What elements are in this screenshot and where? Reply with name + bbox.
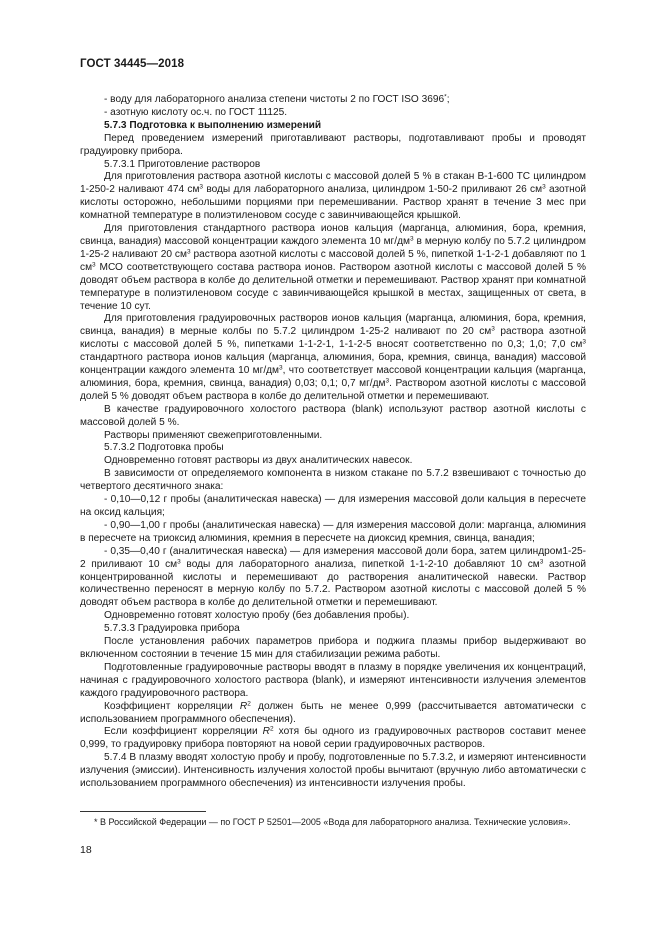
document-body — [80, 94, 586, 791]
subsection-heading: 5.7.3.3 Градуировка прибора — [104, 623, 240, 635]
paragraph: После установления рабочих параметров прибора и поджига плазмы прибор выдерживают во включенном состоянии в течение 15 мин для стабилизации режима работы. — [80, 636, 586, 660]
paragraph: Растворы применяют свежеприготовленными. — [104, 429, 323, 441]
page-number: 18 — [80, 844, 92, 856]
paragraph: Подготовленные градуировочные растворы вводят в плазму в порядке увеличения их концентраций, начиная с градуировочного холостого раствора (blank), и измеряют интенсивности излучения элементов каждого градуировочного раствора. — [80, 661, 586, 699]
list-item: - 0,90—1,00 г пробы (аналитическая навеска) — для измерения массовой доли: марганца, алюминия в пересчете на триоксид алюминия, кремния в пересчете на диоксид кремния, свинца, ванадия; — [80, 519, 586, 544]
paragraph: В зависимости от определяемого компонента в низком стакане по 5.7.2 взвешивают с точностью до четвертого десятичного знака: — [80, 468, 586, 493]
paragraph: Если коэффициент корреляции $R^2$ хотя бы одного из градуировочных растворов составит менее 0,999, то градуировку прибора повторяют на новой серии градуировочных растворов. — [80, 725, 586, 751]
paragraph: Перед проведением измерений приготавливают растворы, подготавливают пробы и проводят градуировку прибора. — [80, 132, 586, 157]
list-item: - азотную кислоту ос.ч. по ГОСТ 11125. — [104, 106, 288, 118]
paragraph: Одновременно готовят растворы из двух аналитических навесок. — [104, 455, 413, 467]
list-item: - 0,35—0,40 г (аналитическая навеска) — для измерения массовой доли бора, затем цилиндром1-25-2 приливают 10 $см^3$ воды для лабораторного анализа, пипеткой 1-1-2-10 добавляют 10 $см^3$ азотной концентрированной кислоты и перемешивают до растворения аналитической навески. Раствор количественно переносят в мерную колбу по 5.7.2. Раствором азотной кислоты с массовой долей 5 % доводят объем раствора в колбе до делительной отметки и перемешивают. — [80, 545, 586, 609]
subsection-heading: 5.7.3.2 Подготовка пробы — [104, 442, 224, 454]
section-heading: 5.7.3 Подготовка к выполнению измерений — [104, 119, 322, 131]
paragraph: Одновременно готовят холостую пробу (без добавления пробы). — [104, 610, 410, 622]
document-header: ГОСТ 34445—2018 — [80, 58, 185, 70]
paragraph: Коэффициент корреляции $R^2$ должен быть не менее 0,999 (рассчитывается автоматически с использованием программного обеспечения). — [80, 700, 586, 725]
paragraph: Для приготовления раствора азотной кислоты с массовой долей 5 % в стакан В-1-600 ТС цилиндром 1-250-2 наливают 474 $см^3$ воды для лабораторного анализа, цилиндром 1-50-2 приливают 26 $см^3$ азотной кислоты осторожно, небольшими порциями при перемешивании. Раствор хранят в течение 3 мес при комнатной температуре в полиэтиленовом сосуде с завинчивающейся крышкой. — [80, 171, 586, 222]
paragraph: Для приготовления градуировочных растворов ионов кальция (марганца, алюминия, бора, кремния, свинца, ванадия) в мерные колбы по 5.7.2 цилиндром 1-25-2 наливают по 20 $см^3$ раствора азотной кислоты с массовой долей 5 %, пипетками 1-1-2-1, 1-1-2-5 вносят соответственно по 0,3; 1,0; 7,0 $см^3$ стандартного раствора ионов кальция (марганца, алюминия, бора, кремния, свинца, ванадия) массовой концентрации каждого элемента 10 $мг/дм^3$, что соответствует массовой концентрации кальция (марганца, алюминия, бора, кремния, свинца, ванадия) 0,03; 0,1; 0,7 $мг/дм^3$. Раствором азотной кислоты с массовой долей 5 % доводят объем раствора в колбе до делительной отметки и перемешивают. — [80, 313, 587, 402]
footnote-divider — [80, 811, 206, 812]
list-item: - 0,10—0,12 г пробы (аналитическая навеска) — для измерения массовой доли кальция в пересчете на оксид кальция; — [80, 494, 586, 518]
paragraph: В качестве градуировочного холостого раствора (blank) используют раствор азотной кислоты с массовой долей 5 %. — [80, 403, 586, 428]
paragraph: Для приготовления стандартного раствора ионов кальция (марганца, алюминия, бора, кремния, свинца, ванадия) массовой концентрации каждого элемента 10 $мг/дм^3$ в мерную колбу по 5.7.2 цилиндром 1-25-2 наливают 20 $см^3$ раствора азотной кислоты с массовой долей 5 %, пипеткой 1-1-2-1 добавляют по 1 $см^3$ МСО соответствующего состава раствора ионов. Раствором азотной кислоты с массовой долей 5 % доводят объем раствора в колбе до делительной отметки и перемешивают. Раствор хранят при комнатной температуре в полиэтиленовом сосуде с завинчивающейся крышкой в местах, защищенных от света, в течение 10 сут. — [80, 223, 586, 312]
footnote: * В Российской Федерации — по ГОСТ Р 52501—2005 «Вода для лабораторного анализа. Технические условия». — [94, 817, 571, 827]
paragraph: 5.7.4 В плазму вводят холостую пробу и пробу, подготовленные по 5.7.3.2, и измеряют интенсивности излучения (эмиссии). Интенсивность излучения холостой пробы вычитают (вручную либо автоматически с использованием программного обеспечения) из интенсивности излучения пробы. — [80, 752, 586, 790]
subsection-heading: 5.7.3.1 Приготовление растворов — [104, 158, 261, 170]
list-item: - воду для лабораторного анализа степени чистоты 2 по ГОСТ ISO 3696*; — [104, 93, 450, 105]
